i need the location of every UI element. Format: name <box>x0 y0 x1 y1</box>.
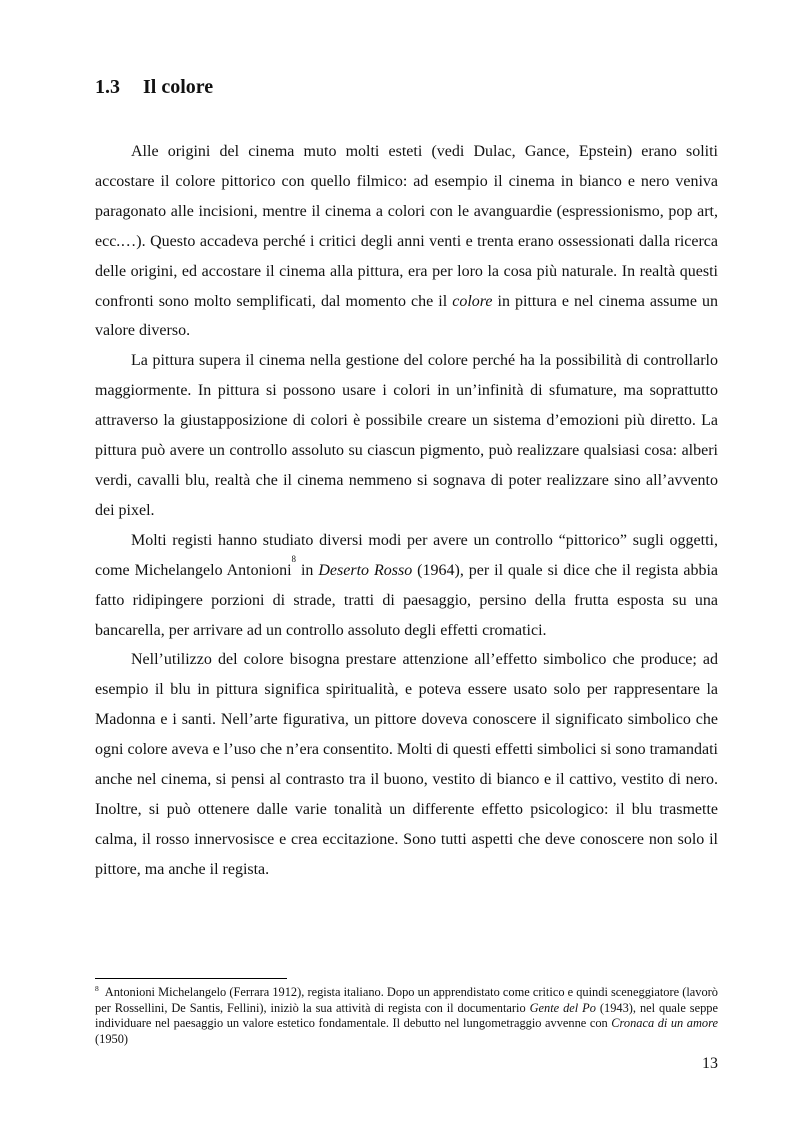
paragraph-3-emphasis: Deserto Rosso <box>318 561 413 579</box>
paragraph-3-text-mid: in <box>296 561 319 579</box>
paragraph-3-text-before: Molti registi hanno studiato diversi modi per avere un controllo “pittorico” sugli oggetti, come Michelangelo Antonioni <box>95 531 718 579</box>
footnote-reference[interactable]: 8 <box>291 553 297 564</box>
page-number: 13 <box>702 1055 718 1072</box>
paragraph-1-text-after: in pittura e nel cinema assume un valore diverso. <box>95 292 718 340</box>
footnote-divider <box>95 978 287 979</box>
paragraph-2: La pittura supera il cinema nella gestione del colore perché ha la possibilità di controllarlo maggiormente. In pittura si possono usare i colori in un’infinità di sfumature, ma soprattutto attraverso la giustapposizione di colori è possibile creare un sistema d’emozioni più diretto. La pittura può avere un controllo assoluto su ciascun pigmento, può realizzare qualsiasi cosa: alberi verdi, cavalli blu, realtà che il cinema nemmeno si sognava di poter realizzare sino all’avvento dei pixel. <box>95 352 718 519</box>
footnote-marker: 8 <box>95 984 99 993</box>
section-number: 1.3 <box>95 76 120 98</box>
main-text <box>95 137 718 885</box>
section-title: Il colore <box>143 76 214 98</box>
footnote-text-b: (1943), nel quale seppe individuare nel paesaggio un valore estetico fondamentale. Il debutto nel lungometraggio avvenne con <box>95 1000 718 1030</box>
paragraph-4: Nell’utilizzo del colore bisogna prestare attenzione all’effetto simbolico che produce; ad esempio il blu in pittura significa spiritualità, e poteva essere usato solo per rappresentare la Madonna e i santi. Nell’arte figurativa, un pittore doveva conoscere il significato simbolico che ogni colore aveva e l’uso che n’era consentito. Molti di questi effetti simbolici si sono tramandati anche nel cinema, si pensi al contrasto tra il buono, vestito di bianco e il cattivo, vestito di nero. Inoltre, si può ottenere dalle varie tonalità un differente effetto psicologico: il blu trasmette calma, il rosso innervosisce e crea eccitazione. Sono tutti aspetti che deve conoscere non solo il pittore, ma anche il regista. <box>95 651 718 878</box>
paragraph-1-emphasis: colore <box>452 292 493 310</box>
footnote-text-c: (1950) <box>95 1031 129 1046</box>
section-heading <box>95 76 213 99</box>
footnote-title-b: Cronaca di un amore <box>611 1016 718 1030</box>
paragraph-1-text: Alle origini del cinema muto molti esteti (vedi Dulac, Gance, Epstein) erano soliti accostare il colore pittorico con quello filmico: ad esempio il cinema in bianco e nero veniva paragonato alle incisioni, mentre il cinema a colori con le avanguardie (espressionismo, pop art, ecc.…). Questo accadeva perché i critici degli anni venti e trenta erano ossessionati dalla ricerca delle origini, ed accostare il cinema alla pittura, era per loro la cosa più naturale. In realtà questi confronti sono molto semplificati, dal momento che il <box>95 143 718 310</box>
footnote <box>95 985 718 1047</box>
footnote-text-a: Antonioni Michelangelo (Ferrara 1912), regista italiano. Dopo un apprendistato come critico e quindi sceneggiatore (lavorò per Rossellini, De Santis, Fellini), iniziò la sua attività di regista con il documentario <box>95 985 718 1015</box>
paragraph-3-text-after: (1964), per il quale si dice che il regista abbia fatto ridipingere porzioni di strade, tratti di paesaggio, persino della frutta esposta su una bancarella, per arrivare ad un controllo assoluto degli effetti cromatici. <box>95 561 719 639</box>
paragraph-1 <box>95 137 718 346</box>
footnote-title-a: Gente del Po <box>529 1000 596 1015</box>
paragraph-3 <box>95 526 718 646</box>
